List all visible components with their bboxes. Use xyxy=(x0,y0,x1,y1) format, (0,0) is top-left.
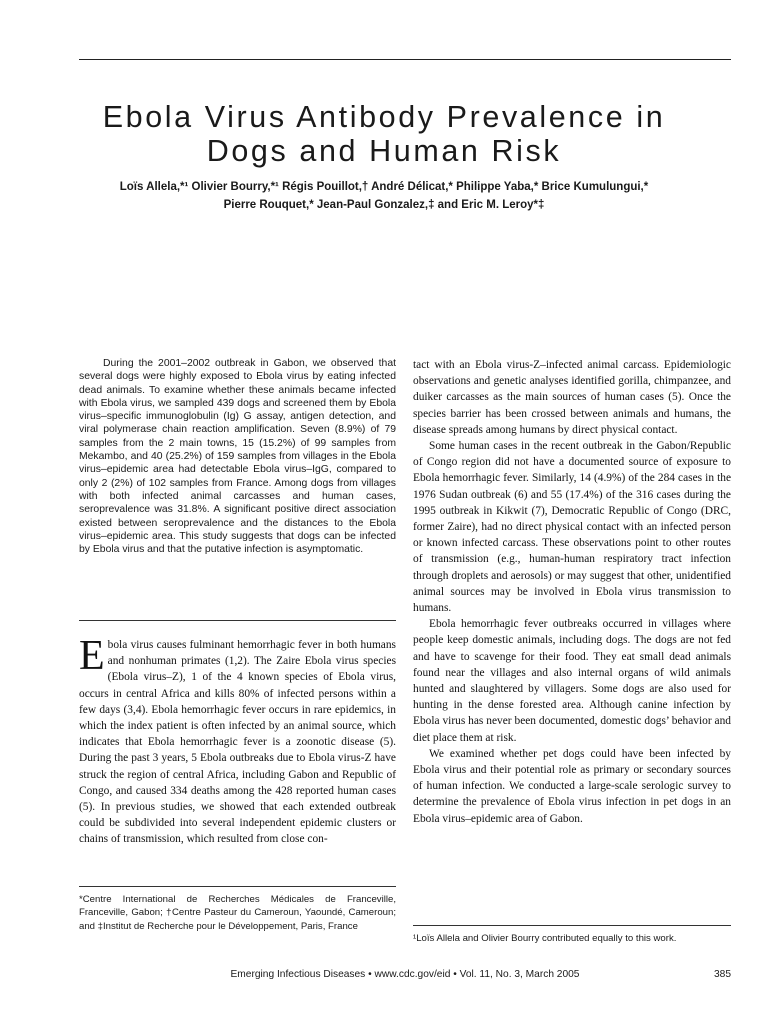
affiliations-footnote: *Centre International de Recherches Médicales de Franceville, Franceville, Gabon; †Centre Pasteur du Cameroun, Yaoundé, Cameroun; and ‡Institut de Recherche pour le Développement, Paris, France xyxy=(79,894,396,932)
authors-line-1: Loïs Allela,*¹ Olivier Bourry,*¹ Régis Pouillot,† André Délicat,* Philippe Yaba,* Brice Kumulungui,* xyxy=(119,181,649,193)
body-paragraph-2: Some human cases in the recent outbreak in the Gabon/Republic of Congo region did not have a documented source of exposure to Ebola hemorrhagic fever. Similarly, 14 (4.9%) of the 284 cases in the 1976 Sudan outbreak (6) and 55 (17.4%) of the 316 cases during the 1995 outbreak in Kikwit (7), Democratic Republic of Congo (DRC, former Zaire), had no direct physical contact with an infected person or known infected carcass. These observations point to other routes of transmission (e.g., human-human respiratory tract infection through droplets and aerosols) or may suggest that other, unidentified animal sources may be involved in Ebola virus transmission to humans. xyxy=(413,440,731,615)
title-line-1: Ebola Virus Antibody Prevalence in xyxy=(102,100,666,134)
author-list xyxy=(40,178,728,214)
title-line-2: Dogs and Human Risk xyxy=(206,134,562,168)
drop-cap: E xyxy=(79,633,105,679)
body-paragraph-3: Ebola hemorrhagic fever outbreaks occurred in villages where people keep domestic animals, including dogs. The dogs are not fed and have to scavenge for their food. They eat small dead animals found near the villages and also internal organs of wild animals hunted and slaughtered by villagers. Some dogs are also used for hunting in the dense forested area. Although canine infection by Ebola virus has never been documented, domestic dogs’ behavior and diet place them at risk. xyxy=(413,618,731,744)
contribution-footnote: ¹Loïs Allela and Olivier Bourry contributed equally to this work. xyxy=(413,933,677,944)
footnote-divider-left xyxy=(79,886,396,887)
body-paragraph-4: We examined whether pet dogs could have been infected by Ebola virus and their potential role as primary or secondary sources of human infection. We conducted a large-scale serologic survey to determine the prevalence of Ebola virus infection in pet dogs in an Ebola virus–epidemic area of Gabon. xyxy=(413,747,731,825)
body-column-left xyxy=(79,633,396,848)
top-rule xyxy=(79,59,731,60)
footnote-divider-right xyxy=(413,925,731,926)
intro-paragraph xyxy=(79,633,396,848)
intro-paragraph-continued: tact with an Ebola virus-Z–infected animal carcass. Epidemiologic observations and genetic analyses identified gorilla, chimpanzee, and duiker carcasses as the main sources of human cases (5). Once the species barrier has been crossed between animals and humans, the disease spreads among humans by direct physical contact. xyxy=(413,359,731,436)
abstract: During the 2001–2002 outbreak in Gabon, we observed that several dogs were highly exposed to Ebola virus by eating infected dead animals. To examine whether these animals became infected with Ebola virus, we sampled 439 dogs and screened them by Ebola virus–specific immunoglobulin (Ig) G assay, antigen detection, and viral polymerase chain reaction amplification. Seven (8.9%) of 79 samples from the 2 main towns, 15 (15.2%) of 99 samples from Mekambo, and 40 (25.2%) of 159 samples from villages in the Ebola virus–epidemic area had detectable Ebola virus–IgG, compared to only 2 (2%) of 102 samples from France. Among dogs from villages with both infected animal carcasses and human cases, seroprevalence was 31.8%. A significant positive direct association existed between seroprevalence and the distances to the Ebola virus–epidemic area. This study suggests that dogs can be infected by Ebola virus and that the putative infection is asymptomatic. xyxy=(79,358,396,556)
intro-paragraph-text: bola virus causes fulminant hemorrhagic fever in both humans and nonhuman primates (1,2). The Zaire Ebola virus species (Ebola virus–Z), 1 of the 4 known species of Ebola virus, occurs in central Africa and kills 80% of infected persons within a few days (3,4). Ebola hemorrhagic fever occurs in rare epidemics, in which the index patient is often infected by an animal source, which indicates that Ebola hemorrhagic fever is a zoonotic disease (5). During the past 3 years, 5 Ebola outbreaks due to Ebola virus-Z have struck the region of central Africa, including Gabon and Republic of Congo, and caused 334 deaths among the 428 reported human cases (5). In previous studies, we showed that each extended outbreak could be subdivided into several independent epidemic clusters or chains of transmission, which resulted from close con- xyxy=(79,639,396,846)
authors-line-2: Pierre Rouquet,* Jean-Paul Gonzalez,‡ and Eric M. Leroy*‡ xyxy=(223,199,545,211)
abstract-divider xyxy=(79,620,396,621)
body-column-right xyxy=(413,357,731,827)
journal-citation: Emerging Infectious Diseases • www.cdc.gov/eid • Vol. 11, No. 3, March 2005 xyxy=(230,969,580,980)
page-number: 385 xyxy=(714,969,731,980)
article-title xyxy=(40,100,728,168)
